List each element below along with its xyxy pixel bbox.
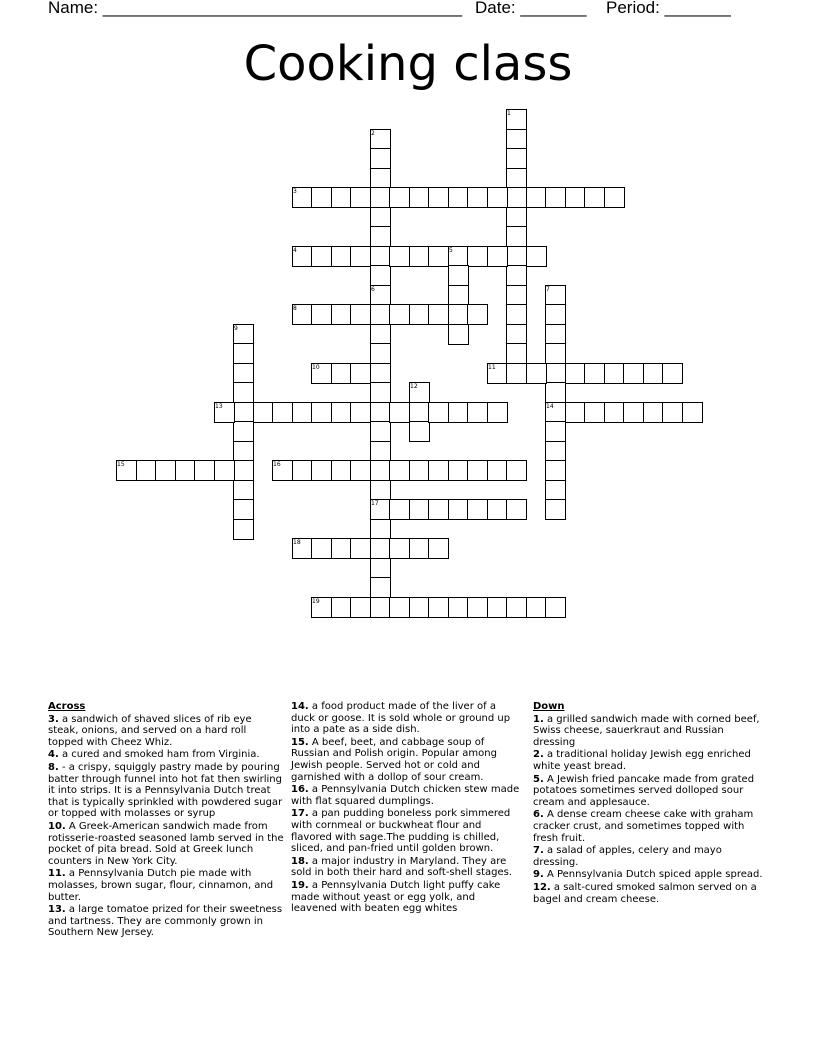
grid-cell[interactable] [584, 363, 605, 384]
clue-text: a food product made of the liver of a duck or goose. It is sold whole or ground up into a pate as a side dish. [291, 701, 511, 736]
clue-text: A Jewish fried pancake made from grated potatoes sometimes served dolloped sour cream and applesauce. [533, 773, 755, 808]
grid-cell[interactable] [370, 343, 391, 364]
grid-cell[interactable] [545, 304, 566, 325]
grid-cell[interactable] [331, 363, 352, 384]
clue-number-label: 7. [533, 845, 544, 857]
grid-cell[interactable] [350, 402, 371, 423]
grid-cell[interactable] [448, 324, 469, 345]
grid-cell[interactable] [370, 519, 391, 540]
grid-cell[interactable] [467, 304, 488, 325]
grid-cell[interactable] [448, 285, 469, 306]
clue-number-label: 12. [533, 881, 551, 893]
clue-text: A dense cream cheese cake with graham cracker crust, and sometimes topped with fresh fruit. [533, 809, 754, 844]
grid-cell[interactable] [467, 597, 488, 618]
grid-cell[interactable] [233, 460, 254, 481]
grid-cell[interactable] [370, 187, 391, 208]
grid-cell[interactable] [428, 499, 449, 520]
grid-cell[interactable] [311, 304, 332, 325]
grid-cell[interactable] [350, 538, 371, 559]
clue-text: - a crispy, squiggly pastry made by pouring batter through funnel into hot fat then swirling it into strips. It is a Pennsylvania Dutch treat that is typically sprinkled with powdered sugar or topped with molasses or syrup [48, 761, 283, 820]
clue-text: a sandwich of shaved slices of rib eye steak, onions, and served on a hard roll topped with Cheez Whiz. [48, 713, 252, 748]
clue-number: 19 [312, 598, 320, 605]
clue-text: a grilled sandwich made with corned beef, Swiss cheese, sauerkraut and Russian dressing [533, 713, 760, 748]
clue-number-label: 6. [533, 809, 544, 821]
grid-cell[interactable] [448, 265, 469, 286]
clue-number-label: 19. [291, 879, 309, 891]
clue-number-label: 10. [48, 820, 66, 832]
across-clues-col1 [48, 701, 284, 940]
clue-number: 16 [273, 461, 281, 468]
clue-number-label: 14. [291, 701, 309, 712]
grid-cell[interactable] [409, 597, 430, 618]
clue-number-label: 13. [48, 904, 66, 916]
grid-cell[interactable] [506, 597, 527, 618]
grid-cell[interactable] [545, 441, 566, 462]
grid-cell[interactable] [311, 460, 332, 481]
clue-number-label: 17. [291, 808, 309, 820]
grid-cell[interactable] [662, 402, 683, 423]
grid-cell[interactable] [467, 246, 488, 267]
across-clue [48, 904, 284, 939]
across-clue [291, 856, 523, 879]
grid-cell[interactable] [350, 187, 371, 208]
grid-cell[interactable] [409, 246, 430, 267]
across-clue [291, 737, 523, 783]
grid-cell[interactable] [389, 538, 410, 559]
grid-cell[interactable] [331, 460, 352, 481]
grid-cell[interactable] [311, 402, 332, 423]
clue-number-label: 8. [48, 761, 59, 773]
down-clue [533, 749, 769, 772]
clue-number: 4 [293, 247, 297, 254]
clue-number-label: 11. [48, 868, 66, 880]
grid-cell[interactable] [506, 343, 527, 364]
grid-cell[interactable] [448, 597, 469, 618]
down-clue [533, 845, 769, 868]
grid-cell[interactable] [545, 499, 566, 520]
down-clue [533, 882, 769, 905]
grid-cell[interactable] [506, 207, 527, 228]
grid-cell[interactable] [389, 597, 410, 618]
grid-cell[interactable] [370, 246, 391, 267]
grid-cell[interactable] [506, 499, 527, 520]
grid-cell[interactable] [350, 363, 371, 384]
grid-cell[interactable] [506, 265, 527, 286]
grid-cell[interactable] [370, 304, 391, 325]
grid-cell[interactable] [233, 363, 254, 384]
down-clue [533, 869, 769, 881]
grid-cell[interactable] [233, 441, 254, 462]
grid-cell[interactable] [350, 597, 371, 618]
clue-number-label: 9. [533, 869, 544, 881]
grid-cell[interactable] [370, 441, 391, 462]
page-title: Cooking class [243, 36, 573, 92]
grid-cell[interactable] [409, 460, 430, 481]
grid-cell[interactable] [389, 402, 410, 423]
across-clue [48, 762, 284, 820]
clue-number: 9 [234, 325, 238, 332]
grid-cell[interactable] [370, 402, 391, 423]
grid-cell[interactable] [506, 187, 527, 208]
grid-cell[interactable] [194, 460, 215, 481]
grid-cell[interactable] [370, 324, 391, 345]
period-field[interactable]: Period: _______ [606, 0, 731, 17]
grid-cell[interactable] [545, 421, 566, 442]
grid-cell[interactable] [331, 304, 352, 325]
grid-cell[interactable] [565, 402, 586, 423]
grid-cell[interactable] [565, 187, 586, 208]
grid-cell[interactable] [233, 382, 254, 403]
clue-number-label: 2. [533, 749, 544, 761]
grid-cell[interactable] [389, 460, 410, 481]
grid-cell[interactable] [428, 460, 449, 481]
grid-cell[interactable] [292, 402, 313, 423]
grid-cell[interactable] [448, 304, 469, 325]
grid-cell[interactable] [409, 402, 430, 423]
clue-number-label: 5. [533, 773, 544, 785]
grid-cell[interactable] [565, 363, 586, 384]
grid-cell[interactable] [487, 402, 508, 423]
grid-cell[interactable] [584, 187, 605, 208]
grid-cell[interactable] [233, 499, 254, 520]
grid-cell[interactable] [428, 187, 449, 208]
grid-cell[interactable] [662, 363, 683, 384]
grid-cell[interactable] [311, 538, 332, 559]
down-heading: Down [533, 701, 565, 712]
grid-cell[interactable] [526, 363, 547, 384]
grid-cell[interactable] [233, 480, 254, 501]
grid-cell[interactable] [506, 285, 527, 306]
grid-cell[interactable] [506, 324, 527, 345]
clue-number: 1 [507, 110, 511, 117]
grid-cell[interactable] [467, 187, 488, 208]
grid-cell[interactable] [487, 499, 508, 520]
grid-cell[interactable] [350, 304, 371, 325]
grid-cell[interactable] [311, 246, 332, 267]
grid-cell[interactable] [487, 460, 508, 481]
grid-cell[interactable] [623, 363, 644, 384]
grid-cell[interactable] [526, 187, 547, 208]
name-field[interactable]: Name: ______________________________________ [48, 0, 463, 17]
grid-cell[interactable] [643, 363, 664, 384]
across-clue [48, 714, 284, 749]
across-clue [48, 749, 284, 761]
clue-text: A beef, beet, and cabbage soup of Russian and Polish origin. Popular among Jewish people. Served hot or cold and garnished with a dollop of sour cream. [291, 736, 497, 783]
clue-text: a Pennsylvania Dutch light puffy cake made without yeast or egg yolk, and leavened with beaten egg whites [291, 879, 501, 915]
across-clue [48, 821, 284, 867]
clue-number: 5 [449, 247, 453, 254]
grid-cell[interactable] [545, 343, 566, 364]
grid-cell[interactable] [370, 538, 391, 559]
clue-number: 18 [293, 539, 301, 546]
grid-cell[interactable] [331, 187, 352, 208]
grid-cell[interactable] [331, 402, 352, 423]
grid-cell[interactable] [526, 246, 547, 267]
grid-cell[interactable] [448, 402, 469, 423]
grid-cell[interactable] [428, 304, 449, 325]
clue-number-label: 16. [291, 784, 309, 796]
grid-cell[interactable] [467, 402, 488, 423]
clue-number: 14 [546, 403, 554, 410]
clue-number-label: 4. [48, 749, 59, 761]
grid-cell[interactable] [331, 538, 352, 559]
grid-cell[interactable] [506, 226, 527, 247]
grid-cell[interactable] [506, 148, 527, 169]
grid-cell[interactable] [409, 499, 430, 520]
clue-text: a Pennsylvania Dutch pie made with molasses, brown sugar, flour, cinnamon, and butter. [48, 868, 274, 903]
across-clue [291, 880, 523, 915]
grid-cell[interactable] [545, 460, 566, 481]
grid-cell[interactable] [545, 382, 566, 403]
clue-number-label: 18. [291, 855, 309, 867]
clue-number: 8 [293, 305, 297, 312]
clue-number: 6 [371, 286, 375, 293]
clue-number: 2 [371, 130, 375, 137]
grid-cell[interactable] [389, 499, 410, 520]
clue-text: a cured and smoked ham from Virginia. [58, 749, 260, 761]
grid-cell[interactable] [506, 363, 527, 384]
down-clue [533, 774, 769, 809]
grid-cell[interactable] [233, 343, 254, 364]
clue-text: A Pennsylvania Dutch spiced apple spread. [543, 869, 763, 881]
down-clues [533, 701, 769, 906]
grid-cell[interactable] [370, 148, 391, 169]
clue-number: 15 [117, 461, 125, 468]
across-clue [48, 868, 284, 903]
clue-text: a major industry in Maryland. They are sold in both their hard and soft-shell stages. [291, 855, 513, 879]
grid-cell[interactable] [623, 402, 644, 423]
grid-cell[interactable] [350, 460, 371, 481]
grid-cell[interactable] [350, 246, 371, 267]
grid-cell[interactable] [370, 265, 391, 286]
grid-cell[interactable] [370, 577, 391, 598]
grid-cell[interactable] [506, 246, 527, 267]
grid-cell[interactable] [545, 187, 566, 208]
clue-number-label: 1. [533, 713, 544, 725]
grid-cell[interactable] [370, 597, 391, 618]
grid-cell[interactable] [233, 519, 254, 540]
grid-cell[interactable] [272, 402, 293, 423]
grid-cell[interactable] [233, 402, 254, 423]
grid-cell[interactable] [409, 187, 430, 208]
grid-cell[interactable] [370, 558, 391, 579]
grid-cell[interactable] [526, 597, 547, 618]
grid-cell[interactable] [370, 363, 391, 384]
clue-text: a traditional holiday Jewish egg enriched white yeast bread. [533, 749, 751, 772]
grid-cell[interactable] [487, 597, 508, 618]
down-clue [533, 809, 769, 844]
clue-text: a large tomatoe prized for their sweetness and tartness. They are commonly grown in Southern New Jersey. [48, 904, 283, 939]
grid-cell[interactable] [331, 246, 352, 267]
grid-cell[interactable] [175, 460, 196, 481]
grid-cell[interactable] [253, 402, 274, 423]
across-clue [291, 808, 523, 854]
grid-cell[interactable] [370, 480, 391, 501]
grid-cell[interactable] [370, 168, 391, 189]
clue-number: 10 [312, 364, 320, 371]
grid-cell[interactable] [545, 597, 566, 618]
clue-text: a salt-cured smoked salmon served on a bagel and cream cheese. [533, 881, 757, 905]
grid-cell[interactable] [604, 363, 625, 384]
grid-cell[interactable] [428, 246, 449, 267]
grid-cell[interactable] [604, 187, 625, 208]
grid-cell[interactable] [370, 207, 391, 228]
grid-cell[interactable] [467, 499, 488, 520]
across-clues-col2 [291, 701, 523, 916]
clue-number: 12 [410, 383, 418, 390]
grid-cell[interactable] [389, 246, 410, 267]
grid-cell[interactable] [506, 304, 527, 325]
clue-number: 13 [215, 403, 223, 410]
grid-cell[interactable] [331, 597, 352, 618]
grid-cell[interactable] [409, 538, 430, 559]
clue-text: a Pennsylvania Dutch chicken stew made with flat squared dumplings. [291, 784, 520, 807]
grid-cell[interactable] [428, 538, 449, 559]
date-field[interactable]: Date: _______ [475, 0, 587, 17]
grid-cell[interactable] [370, 226, 391, 247]
grid-cell[interactable] [643, 402, 664, 423]
grid-cell[interactable] [428, 402, 449, 423]
grid-cell[interactable] [545, 324, 566, 345]
across-clue [291, 784, 523, 807]
grid-cell[interactable] [682, 402, 703, 423]
clue-number: 17 [371, 500, 379, 507]
grid-cell[interactable] [370, 382, 391, 403]
grid-cell[interactable] [545, 363, 566, 384]
grid-cell[interactable] [487, 187, 508, 208]
grid-cell[interactable] [467, 460, 488, 481]
grid-cell[interactable] [311, 187, 332, 208]
grid-cell[interactable] [545, 480, 566, 501]
grid-cell[interactable] [428, 597, 449, 618]
grid-cell[interactable] [448, 460, 469, 481]
grid-cell[interactable] [506, 168, 527, 189]
grid-cell[interactable] [409, 304, 430, 325]
across-heading: Across [48, 701, 86, 712]
clue-number-label: 3. [48, 713, 59, 725]
clue-number: 3 [293, 188, 297, 195]
clue-text: a pan pudding boneless pork simmered with cornmeal or buckwheat flour and flavored with sage.The pudding is chilled, sliced, and pan-fried until golden brown. [291, 808, 511, 855]
grid-cell[interactable] [136, 460, 157, 481]
grid-cell[interactable] [448, 499, 469, 520]
grid-cell[interactable] [370, 460, 391, 481]
grid-cell[interactable] [506, 460, 527, 481]
across-clue [291, 701, 523, 736]
clue-text: A Greek-American sandwich made from rotisserie-roasted seasoned lamb served in the pocket of pita bread. Sold at Greek lunch counters in New York City. [48, 820, 284, 867]
grid-cell[interactable] [448, 187, 469, 208]
clue-number: 7 [546, 286, 550, 293]
grid-cell[interactable] [409, 421, 430, 442]
grid-cell[interactable] [604, 402, 625, 423]
grid-cell[interactable] [389, 304, 410, 325]
down-clue [533, 714, 769, 749]
clue-text: a salad of apples, celery and mayo dressing. [533, 845, 722, 868]
grid-cell[interactable] [487, 246, 508, 267]
grid-cell[interactable] [389, 187, 410, 208]
clue-number-label: 15. [291, 736, 309, 748]
grid-cell[interactable] [292, 460, 313, 481]
grid-cell[interactable] [155, 460, 176, 481]
grid-cell[interactable] [506, 129, 527, 150]
grid-cell[interactable] [370, 421, 391, 442]
grid-cell[interactable] [214, 460, 235, 481]
clue-number: 11 [488, 364, 496, 371]
grid-cell[interactable] [233, 421, 254, 442]
grid-cell[interactable] [584, 402, 605, 423]
